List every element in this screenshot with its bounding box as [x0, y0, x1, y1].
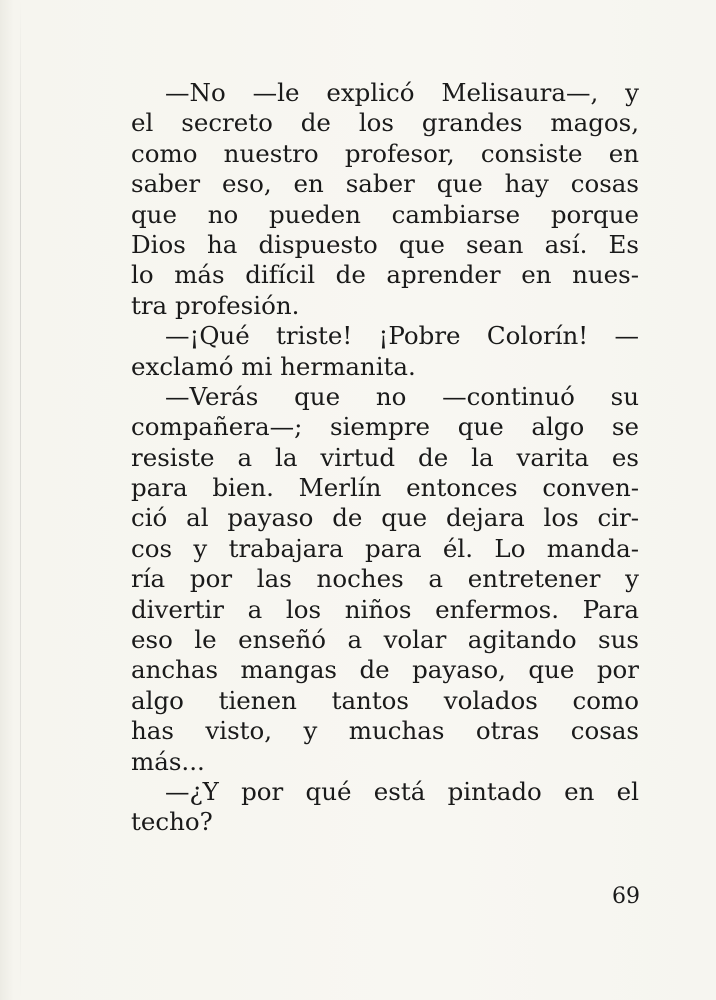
text-line: algo tienen tantos volados como [131, 685, 639, 715]
text-line: lo más difícil de aprender en nues- [131, 260, 639, 290]
text-line: techo? [131, 807, 213, 837]
body-text [131, 78, 639, 838]
text-line: —¿Y por qué está pintado en el [165, 776, 639, 806]
text-line: exclamó mi hermanita. [131, 351, 416, 381]
text-line: —No —le explicó Melisaura—, y [165, 78, 639, 107]
binding-gutter [20, 0, 21, 1000]
text-line: Dios ha dispuesto que sean así. Es [131, 229, 639, 259]
text-line: para bien. Merlín entonces conven- [131, 473, 639, 503]
text-line: divertir a los niños enfermos. Para [131, 594, 639, 624]
text-line: más... [131, 746, 205, 776]
text-line: el secreto de los grandes magos, [131, 108, 639, 138]
page-number: 69 [612, 884, 640, 909]
text-line: eso le enseñó a volar agitando sus [131, 625, 639, 655]
text-line: —¡Qué triste! ¡Pobre Colorín! — [165, 321, 639, 351]
text-line: —Verás que no —continuó su [165, 381, 639, 411]
text-line: tra profesión. [131, 290, 300, 320]
text-line: has visto, y muchas otras cosas [131, 716, 639, 746]
text-line: como nuestro profesor, consiste en [131, 138, 639, 168]
text-line: cos y trabajara para él. Lo manda- [131, 533, 639, 563]
text-line: compañera—; siempre que algo se [131, 412, 639, 442]
text-line: saber eso, en saber que hay cosas [131, 169, 639, 199]
text-line: anchas mangas de payaso, que por [131, 655, 639, 685]
text-line: que no pueden cambiarse porque [131, 199, 639, 229]
text-line: resiste a la virtud de la varita es [131, 442, 639, 472]
text-line: ría por las noches a entretener y [131, 564, 639, 594]
text-line: ció al payaso de que dejara los cir- [131, 503, 639, 533]
